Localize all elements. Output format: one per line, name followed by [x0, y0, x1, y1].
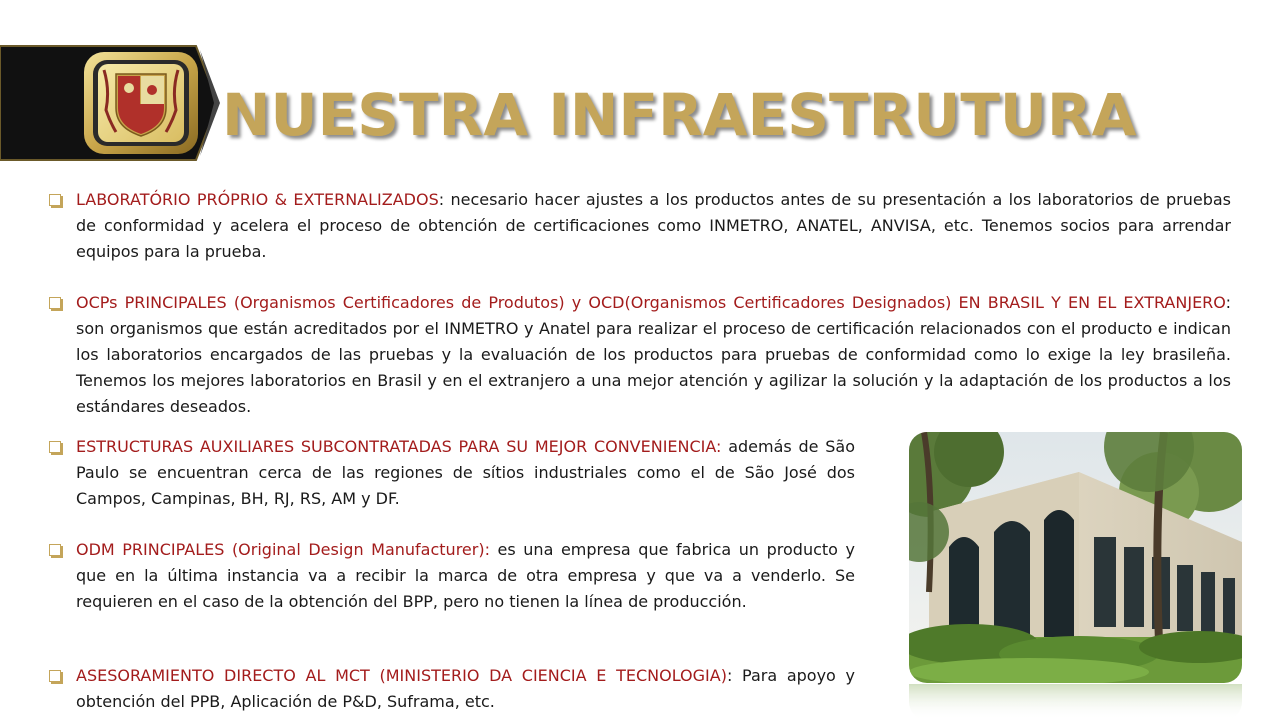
item-heading: OCPs PRINCIPALES (Organismos Certificadores de Produtos) y OCD(Organismos Certificadores Designados) EN BRASIL Y EN EL EXTRANJERO [76, 293, 1226, 312]
bullet-item-laboratorio [76, 187, 1231, 265]
bullet-item-estructuras [76, 434, 855, 512]
bullet-item-asesoramiento [76, 663, 855, 715]
item-heading: ASESORAMIENTO DIRECTO AL MCT (MINISTERIO DA CIENCIA E TECNOLOGIA) [76, 666, 727, 685]
item-heading: LABORATÓRIO PRÓPRIO & EXTERNALIZADOS [76, 190, 439, 209]
square-bullet-icon [49, 194, 61, 206]
header-banner [0, 44, 222, 162]
square-bullet-icon [49, 441, 61, 453]
square-bullet-icon [49, 670, 61, 682]
item-body: : necesario hacer ajustes a los productos antes de su presentación a los laboratorios de pruebas de conformidad y acelera el proceso de obtención de certificaciones como INMETRO, ANATEL, ANVISA, etc. Tenemos socios para arrendar equipos para la prueba. [76, 190, 1232, 261]
page-title: NUESTRA INFRAESTRUTURA [222, 81, 1137, 149]
photo-reflection [909, 684, 1242, 720]
square-bullet-icon [49, 297, 61, 309]
item-body: : son organismos que están acreditados por el INMETRO y Anatel para realizar el proceso de certificación relacionados con el producto e indican los laboratorios encargados de las pruebas y la evaluación de los productos para pruebas de conformidad como lo exige la ley brasileña. Tenemos los mejores laboratorios en Brasil y en el extranjero a una mejor atención y agilizar la solución y la adaptación de los productos a los estándares deseados. [76, 293, 1231, 416]
item-heading: ODM PRINCIPALES (Original Design Manufacturer): [76, 540, 490, 559]
coat-of-arms-icon [84, 52, 198, 154]
item-body: es una empresa que fabrica un producto y que en la última instancia va a recibir la marca de otra empresa y que va a venderlo. Se requieren en el caso de la obtención del BPP, pero no tienen la línea de producción. [76, 540, 855, 611]
item-body: además de São Paulo se encuentran cerca de las regiones de sítios industriales como el de São José dos Campos, Campinas, BH, RJ, RS, AM y DF. [76, 437, 855, 508]
bullet-item-ocps [76, 290, 1231, 420]
bullet-item-odm [76, 537, 855, 615]
office-building-photo [909, 432, 1242, 683]
item-body: : Para apoyo y obtención del PPB, Aplicación de P&D, Suframa, etc. [76, 666, 856, 711]
item-heading: ESTRUCTURAS AUXILIARES SUBCONTRATADAS PARA SU MEJOR CONVENIENCIA: [76, 437, 722, 456]
square-bullet-icon [49, 544, 61, 556]
